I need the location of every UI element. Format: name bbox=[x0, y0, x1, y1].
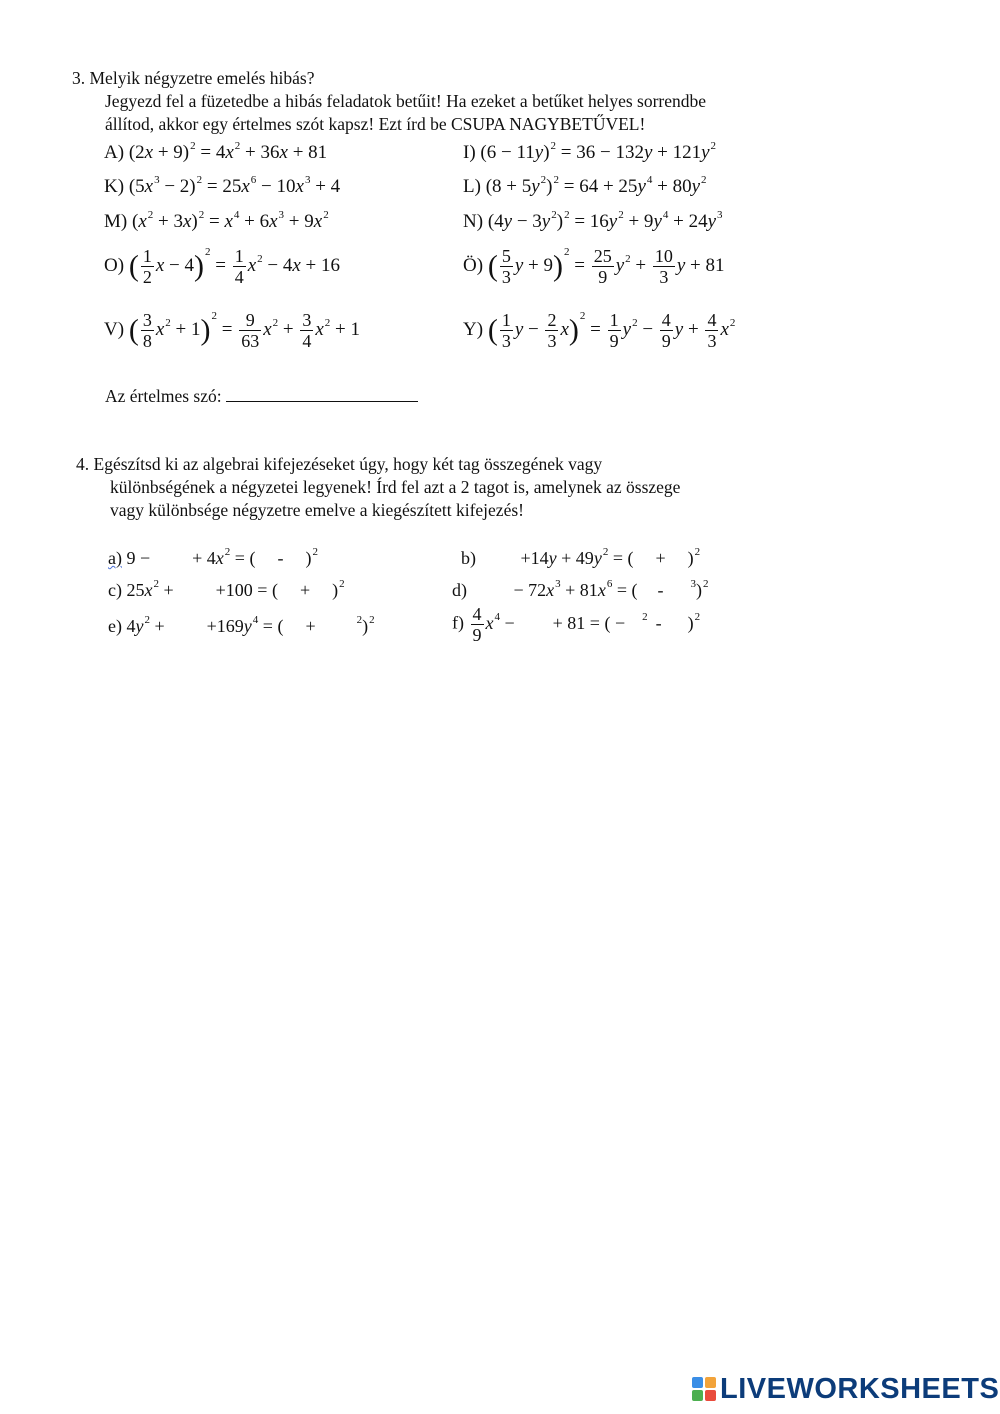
q3-item-l-expression: $(8 + 5y^2)^2 = 64 + 25y^4 + 80y^2$ bbox=[485, 174, 707, 197]
q4-item-b-expression: $+14y + 49y^2$ = ( + )$^2$ bbox=[520, 546, 701, 568]
q4-instruction-line2: vagy különbsége négyzetre emelve a kiegészített kifejezés! bbox=[110, 500, 524, 520]
q3-item-n-expression: $(4y - 3y^2)^2 = 16y^2 + 9y^4 + 24y^3$ bbox=[487, 209, 723, 232]
q3-item-o: O) ( $\frac{1}{2}$ x − 4)$^2$ = $\frac{1}{4}$ $x^2 - 4x + 16$ bbox=[104, 245, 340, 287]
q4-item-f-expression: $\frac{4}{9}$ $x^4$ − + 81 = ( − $^2$ - )$^2$ bbox=[472, 604, 701, 645]
q4-item-e-expression: $4y^2 + +169y^4$ = ( + $^2$)$^2$ bbox=[126, 614, 375, 636]
q3-item-y: Y) ( $\frac{1}{3}$ y − $\frac{2}{3}$ x)$^2$ = $\frac{1}{9}$ $y^2$ − $\frac{4}{9}$ y + $\frac{4}{3}$ $x^2$ bbox=[463, 309, 736, 351]
q3-item-k: K) $(5x^3 - 2)^2 = 25x^6 - 10x^3 + 4$ bbox=[104, 174, 341, 197]
q3-item-v-expression: ( $\frac{3}{8}$ $x^2 + 1)^2$ = $\frac{9}{63}$ $x^2$ + $\frac{3}{4}$ $x^2 + 1$ bbox=[128, 309, 360, 351]
q4-item-a: a) 9 − + $4x^2$ = ( - )$^2$ bbox=[108, 546, 318, 568]
q4-instruction-line1: különbségének a négyzetei legyenek! Írd fel azt a 2 tagot is, amelynek az összege bbox=[110, 477, 681, 497]
q3-title: 3. Melyik négyzetre emelés hibás? bbox=[72, 68, 315, 88]
q4-item-a-expression: 9 − + $4x^2$ = ( - )$^2$ bbox=[126, 546, 318, 568]
q4-item-c-expression: $25x^2 + +100$ = ( + )$^2$ bbox=[126, 578, 345, 600]
q3-item-i-expression: $(6 - 11y)^2 = 36 - 132y + 121y^2$ bbox=[480, 140, 717, 163]
q3-answer-row bbox=[105, 385, 418, 407]
logo-tiles-icon bbox=[692, 1377, 716, 1401]
q4-item-b: $b) +14y + 49y^2$ = ( + )$^2$ bbox=[461, 546, 701, 568]
q4-item-e: e) $4y^2 + +169y^4$ = ( + $^2$)$^2$ bbox=[108, 614, 375, 636]
q4-item-d-expression: − $72x^3 + 81x^6$ = ( - $^3$)$^2$ bbox=[513, 578, 709, 600]
q3-item-a: A) $(2x + 9)^2 = 4x^2 + 36x + 81$ bbox=[104, 140, 328, 163]
q4-item-d: $d) - 72x^3 + 81x^6$ = ( - $^3$)$^2$ bbox=[452, 578, 709, 600]
q3-item-a-expression: $(2x + 9)^2 = 4x^2 + 36x + 81$ bbox=[128, 140, 328, 163]
q3-item-k-expression: $(5x^3 - 2)^2 = 25x^6 - 10x^3 + 4$ bbox=[128, 174, 341, 197]
q3-item-y-expression: ( $\frac{1}{3}$ y − $\frac{2}{3}$ x)$^2$ = $\frac{1}{9}$ $y^2$ − $\frac{4}{9}$ y + $\frac{4}{3}$ $x^2$ bbox=[487, 309, 736, 351]
liveworksheets-logo bbox=[692, 1372, 999, 1406]
q3-item-oe: Ö) ( $\frac{5}{3}$ y + 9)$^2$ = $\frac{25}{9}$ $y^2$ + $\frac{10}{3}$ y + 81 bbox=[463, 245, 725, 287]
q3-answer-blank[interactable] bbox=[226, 385, 418, 402]
q3-item-n: N) $(4y - 3y^2)^2 = 16y^2 + 9y^4 + 24y^3$ bbox=[463, 209, 723, 232]
q3-item-m-expression: $(x^2 + 3x)^2 = x^4 + 6x^3 + 9x^2$ bbox=[131, 209, 329, 232]
q3-item-l: L) $(8 + 5y^2)^2 = 64 + 25y^4 + 80y^2$ bbox=[463, 174, 707, 197]
q3-item-i: I) $(6 - 11y)^2 = 36 - 132y + 121y^2$ bbox=[463, 140, 717, 163]
q3-instruction-line2: állítod, akkor egy értelmes szót kapsz! Ezt írd be CSUPA NAGYBETŰVEL! bbox=[105, 114, 646, 134]
q3-item-o-expression: ( $\frac{1}{2}$ x − 4)$^2$ = $\frac{1}{4}$ $x^2 - 4x + 16$ bbox=[128, 245, 340, 287]
q4-title: 4. Egészítsd ki az algebrai kifejezéseket úgy, hogy két tag összegének vagy bbox=[76, 454, 603, 474]
logo-text: LIVEWORKSHEETS bbox=[720, 1372, 1000, 1405]
q4-item-c: c) $25x^2 + +100$ = ( + )$^2$ bbox=[108, 578, 345, 600]
q4-item-f: f) $\frac{4}{9}$ $x^4$ − + 81 = ( − $^2$ - )$^2$ bbox=[452, 604, 701, 645]
q3-instruction-line1: Jegyezd fel a füzetedbe a hibás feladatok betűit! Ha ezeket a betűket helyes sorrendbe bbox=[105, 91, 707, 111]
q3-item-v: V) ( $\frac{3}{8}$ $x^2 + 1)^2$ = $\frac{9}{63}$ $x^2$ + $\frac{3}{4}$ $x^2 + 1$ bbox=[104, 309, 360, 351]
q3-item-m: M) $(x^2 + 3x)^2 = x^4 + 6x^3 + 9x^2$ bbox=[104, 209, 329, 232]
q3-item-oe-expression: ( $\frac{5}{3}$ y + 9)$^2$ = $\frac{25}{9}$ $y^2$ + $\frac{10}{3}$ y + 81 bbox=[487, 245, 725, 287]
q3-answer-label: Az értelmes szó: bbox=[105, 386, 222, 406]
